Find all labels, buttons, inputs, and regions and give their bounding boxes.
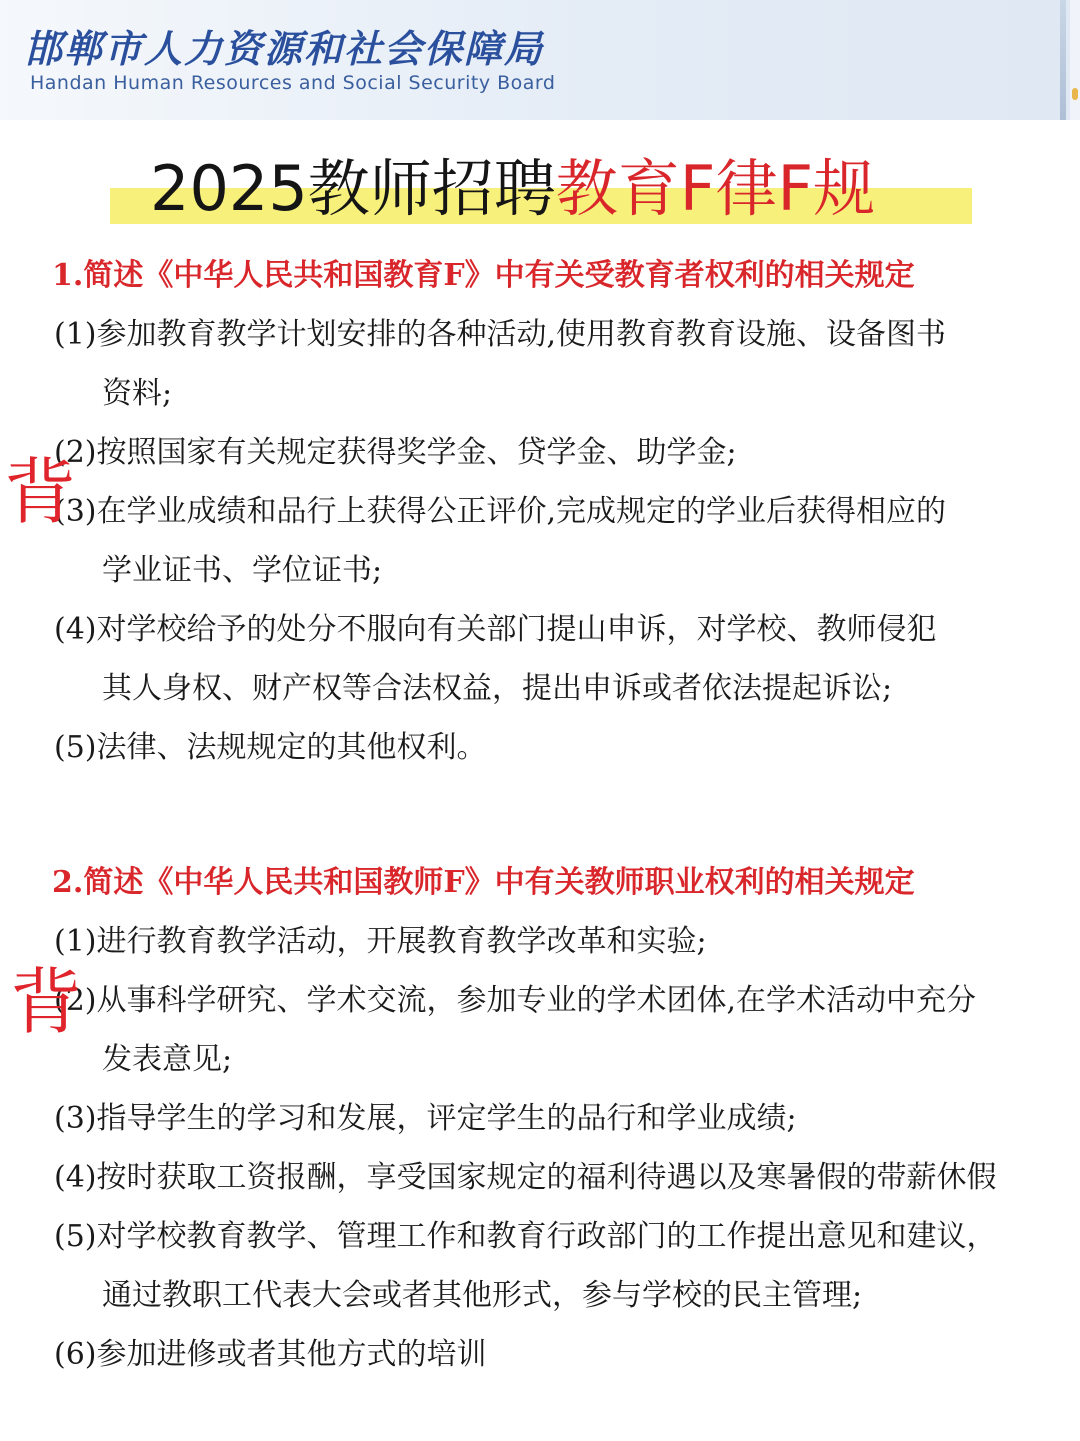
section-2-line: (6)参加进修或者其他方式的培训 bbox=[54, 1337, 487, 1372]
section-1-line: 资料; bbox=[102, 376, 173, 411]
section-1-line: (5)法律、法规规定的其他权利。 bbox=[54, 730, 487, 765]
section-2-line: 发表意见; bbox=[102, 1042, 233, 1077]
section-2-line: (3)指导学生的学习和发展，评定学生的品行和学业成绩; bbox=[54, 1101, 797, 1136]
section-2-line: (1)进行教育教学活动，开展教育教学改革和实验; bbox=[54, 924, 707, 959]
section-1-line: (3)在学业成绩和品行上获得公正评价,完成规定的学业后获得相应的 bbox=[54, 494, 947, 529]
banner-dot-icon bbox=[1072, 88, 1078, 100]
section-2-line: (4)按时获取工资报酬，享受国家规定的福利待遇以及寒暑假的带薪休假 bbox=[54, 1160, 997, 1195]
section-2-line: (5)对学校教育教学、管理工作和教育行政部门的工作提出意见和建议， bbox=[54, 1219, 997, 1254]
section-1-line: 学业证书、学位证书; bbox=[102, 553, 383, 588]
section-1-line: (2)按照国家有关规定获得奖学金、贷学金、助学金; bbox=[54, 435, 737, 470]
banner-edge bbox=[1070, 0, 1080, 120]
handwritten-mark-1: 背 bbox=[4, 450, 77, 534]
header-banner bbox=[0, 0, 1080, 120]
org-name-en: Handan Human Resources and Social Security Board bbox=[30, 72, 556, 94]
org-name-cn: 邯郸市人力资源和社会保障局 bbox=[24, 27, 545, 71]
section-1-line: (1)参加教育教学计划安排的各种活动,使用教育教育设施、设备图书 bbox=[54, 317, 947, 352]
handwritten-mark-2: 背 bbox=[10, 960, 83, 1044]
section-2-heading: 2.简述《中华人民共和国教师F》中有关教师职业权利的相关规定 bbox=[52, 865, 915, 900]
title-part1: 2025教师招聘 bbox=[150, 152, 556, 225]
title-text bbox=[150, 150, 875, 228]
section-1-line: 其人身权、财产权等合法权益，提出申诉或者依法提起诉讼; bbox=[102, 671, 893, 706]
section-1-heading: 1.简述《中华人民共和国教育F》中有关受教育者权利的相关规定 bbox=[52, 258, 915, 293]
banner-divider bbox=[1060, 0, 1066, 120]
section-2-line: (2)从事科学研究、学术交流，参加专业的学术团体,在学术活动中充分 bbox=[54, 983, 977, 1018]
title-part2: 教育F律F规 bbox=[555, 152, 876, 225]
section-2-line: 通过教职工代表大会或者其他形式，参与学校的民主管理; bbox=[102, 1278, 863, 1313]
page-title bbox=[110, 148, 972, 232]
section-1-line: (4)对学校给予的处分不服向有关部门提山申诉，对学校、教师侵犯 bbox=[54, 612, 937, 647]
